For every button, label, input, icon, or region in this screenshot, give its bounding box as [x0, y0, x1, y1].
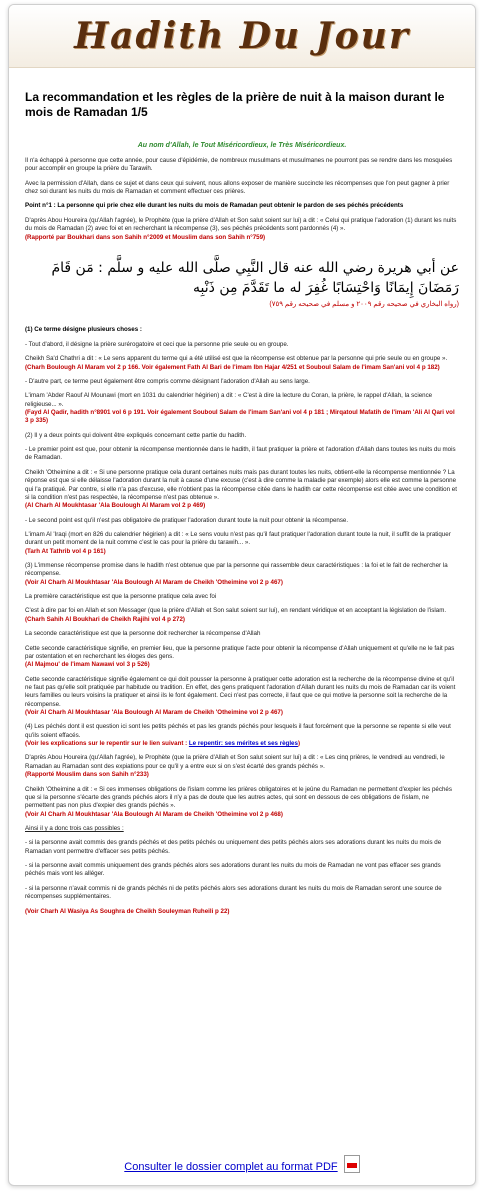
reference: (Fayd Al Qadir, hadith n°8901 vol 6 p 191. Voir également Souboul Salam de l'imam San'ani vol 4 p 181 ; Mirqatoul Mafatih de l'imam 'Ali Al Qari vol 3 p 335) [25, 408, 455, 425]
reference: (Al Charh Al Moukhtasar 'Ala Boulough Al Maram vol 2 p 469) [25, 502, 206, 510]
quote-text: Cette seconde caractéristique signifie, en premier lieu, que la personne pratique l'acte pour obtenir la récompense d'Allah uniquement et qu'elle ne le fait pas par ostentation et en recherchant les éloges des gens. [25, 644, 455, 660]
quote [25, 786, 459, 819]
repentance-link[interactable]: Le repentir: ses mérites et ses règles [188, 740, 298, 748]
link-prefix: (Voir les explications sur le repentir sur le lien suivant : [25, 740, 189, 748]
link-suffix: ) [297, 740, 300, 748]
quote [25, 392, 459, 425]
intro-paragraph: Il n'a échappé à personne que cette année, pour cause d'épidémie, de nombreux musulmans et musulmanes ne pourront pas se rendre dans les mosquées pour accomplir en groupe la prière du Tarawih. [25, 157, 453, 173]
hadith-text [25, 217, 459, 242]
note-heading: (2) Il y a deux points qui doivent être expliqués concernant cette partie du hadith. [25, 431, 247, 439]
quote [25, 645, 459, 670]
site-header [9, 5, 475, 68]
quote [25, 754, 459, 779]
reference: (Charh Boulough Al Maram vol 2 p 166. Voir également Fath Al Bari de l'imam Ibn Hajar 4/251 et Souboul Salam de l'imam San'ani vol 4 p 182) [25, 363, 440, 371]
quote-text: D'après Abou Houreira (qu'Allah l'agrée), le Prophète (que la prière d'Allah et Son salut soient sur lui) a dit : « Les cinq prières, le vendredi au vendredi, le Ramadan au Ramadan sont des expiations pour ce qu'il y a entre eux si on s'est écarté des grands péchés ». [25, 754, 445, 770]
pdf-link[interactable]: Consulter le dossier complet au format PDF [124, 1161, 338, 1173]
reference: (Tarh At Tathrib vol 4 p 161) [25, 547, 106, 555]
article-frame [8, 4, 476, 1186]
quote [25, 607, 459, 624]
reference: (Voir Al Charh Al Moukhtasar 'Ala Boulough Al Maram de Cheikh 'Otheimine vol 2 p 467) [25, 709, 283, 717]
reference: (Charh Sahih Al Boukhari de Cheikh Rajihi vol 4 p 272) [25, 615, 185, 623]
reference: (Voir Al Charh Al Moukhtasar 'Ala Boulough Al Maram de Cheikh 'Otheimine vol 2 p 468) [25, 810, 283, 818]
hadith-arabic: عن أبي هريرة رضي الله عنه قال النَّبِي صلَّى الله عليه و سلَّم : مَن قَامَ رَمَضَانَ إِيمَانًا وَاحْتِسَابًا غُفِرَ له ما تَقَدَّمَ مِن ذَنْبِه [51, 259, 459, 297]
paragraph: - Le premier point est que, pour obtenir la récompense mentionnée dans le hadith, il faut pratiquer la prière et l'adoration d'Allah dans toutes les nuits du mois de Ramadan. [25, 446, 456, 462]
arabic-reference: (رواه البخاري في صحيحه رقم ٢٠٠٩ و مسلم في صحيحه رقم ٧٥٩) [269, 301, 459, 309]
paragraph: Ainsi il y a donc trois cas possibles : [25, 825, 124, 832]
paragraph: - D'autre part, ce terme peut également être compris comme désignant l'adoration d'Allah au sens large. [25, 377, 310, 385]
article-content [9, 68, 475, 916]
basmala: Au nom d'Allah, le Tout Miséricordieux, le Très Miséricordieux. [137, 142, 347, 149]
reference: (Rapporté par Boukhari dans son Sahih n°2009 et Mouslim dans son Sahih n°759) [25, 233, 266, 241]
quote [25, 531, 459, 556]
reference: (Al Majmou' de l'imam Nawawi vol 3 p 526) [25, 661, 150, 669]
quote-text: Cheikh Sa'd Chathri a dit : « Le sens apparent du terme qui a été utilisé est que la récompense est obtenue par la personne qui prie seule ou en groupe ». [25, 355, 448, 363]
hadith-french: D'après Abou Houreira (qu'Allah l'agrée), le Prophète (que la prière d'Allah et Son salut soient sur lui) a dit : « Celui qui pratique l'adoration (1) durant les nuits du mois de Ramadan (2) avec foi et en recherchant la récompense (3), ses péchés précédents sont pardonnés (4) ». [25, 216, 457, 233]
footer [9, 1155, 475, 1173]
paragraph: - si la personne avait commis uniquement des grands péchés alors ses adorations durant les nuits du mois de Ramadan ne vont pas effacer ses grands péchés mais vont les alléger. [25, 862, 441, 878]
note-paragraph [25, 723, 459, 748]
quote-text: Cheikh 'Otheimine a dit : « Si une personne pratique cela durant certaines nuits mais pas durant toutes les nuits, obtient-elle la récompense mentionnée ? La réponse est que si elle délaisse l'adoration durant la nuit à cause d'une excuse (c'est à dire comme la maladie par exemple) alors elle est comme la personne qui l'a pratiqué. Par contre, si elle n'a pas d'excuse, elle n'obtient pas la récompense citée dans le hadith car cette récompense est citée avec une condition et si la condition n'est pas respectée, la récompense n'est pas obtenue ». [25, 468, 457, 501]
quote-text: Cheikh 'Otheimine a dit : « Si ces immenses obligations de l'islam comme les prières obligatoires et le jeûne du Ramadan ne permettent d'expier les péchés que si la personne s'écarte des grands péchés alors il n'y a pas de doute que les autres actes, qui sont en dessous de ces obligations de l'islam, ne permettent pas non plus d'expier des grands péchés ». [25, 785, 452, 810]
quote [25, 676, 459, 718]
reference: (Voir Al Charh Al Moukhtasar 'Ala Boulough Al Maram de Cheikh 'Otheimine vol 2 p 467) [25, 578, 283, 586]
paragraph: - Tout d'abord, il désigne la prière surérogatoire et ceci que la personne prie seule ou en groupe. [25, 340, 289, 348]
paragraph: - si la personne n'avait commis ni de grands péchés ni de petits péchés alors ses adorations durant les nuits du mois de Ramadan seront une source de récompenses supplémentaires. [25, 884, 442, 901]
quote [25, 469, 459, 511]
quote [25, 355, 459, 372]
quote-text: L'imam 'Abder Raouf Al Mounawi (mort en 1031 du calendrier hégirien) a dit : « C'est à dire la lecture du Coran, la prière, le rappel d'Allah, la science religieuse... ». [25, 392, 433, 408]
section-heading: Point n°1 : La personne qui prie chez elle durant les nuits du mois de Ramadan peut obtenir le pardon de ses péchés précédents [25, 202, 404, 210]
paragraph: La seconde caractéristique est que la personne doit rechercher la récompense d'Allah [25, 630, 261, 638]
reference: (Voir Charh Al Wasiya As Soughra de Cheikh Souleyman Ruheili p 22) [25, 907, 230, 915]
quote-text: C'est à dire par foi en Allah et son Messager (que la prière d'Allah et Son salut soient sur lui), en rendant véridique et en acceptant la législation de l'islam. [25, 607, 447, 615]
note-heading: (1) Ce terme désigne plusieurs choses : [25, 326, 142, 334]
quote-text: L'imam Al 'Iraqi (mort en 826 du calendrier hégirien) a dit : « Le sens voulu n'est pas qu'il faut pratiquer l'adoration durant toute la nuit, il suffit de la pratiquer durant un petit moment de la nuit comme c'est le cas pour la prière du tarawih... ». [25, 530, 451, 547]
paragraph: - si la personne avait commis des grands péchés et des petits péchés ou uniquement des petits péchés alors ses adorations durant les nuits du mois de Ramadan vont permettre d'effacer ses petits péchés. [25, 839, 442, 855]
reference [25, 740, 459, 748]
intro-paragraph: Avec la permission d'Allah, dans ce sujet et dans ceux qui suivent, nous allons exposer de manière succincte les récompenses que l'on peut gagner à prier chez soi durant les nuits du mois de Ramadan et comment effectuer ces prières. [25, 179, 450, 196]
site-logo[interactable]: Hadith Du Jour [74, 15, 410, 57]
paragraph: - Le second point est qu'il n'est pas obligatoire de pratiquer l'adoration durant toute la nuit pour obtenir la récompense. [25, 516, 349, 524]
reference: (Rapporté Mouslim dans son Sahih n°233) [25, 771, 149, 779]
page-title: La recommandation et les règles de la prière de nuit à la maison durant le mois de Ramadan 1/5 [25, 90, 445, 119]
note-paragraph [25, 562, 459, 587]
note-heading: (4) Les péchés dont il est question ici sont les petits péchés et pas les grands péchés pour lesquels il faut forcément que la personne se repente si elle veut qu'ils soient effacés. [25, 723, 451, 739]
pdf-icon[interactable] [344, 1155, 360, 1173]
paragraph: La première caractéristique est que la personne pratique cela avec foi [25, 593, 217, 601]
note-heading: (3) L'immense récompense promise dans le hadith n'est obtenue que par la personne qui rassemble deux caractéristiques : la foi et le fait de rechercher la récompense. [25, 562, 448, 578]
quote-text: Cette seconde caractéristique signifie également ce qui doit pousser la personne à pratiquer cette adoration est la recherche de la récompense divine et qu'il ne faut pas qu'elle soit pratiquée par habitude ou tradition. En effet, des gens pratiquent l'adoration d'Allah durant les nuits du mois de Ramadan car ils voient leurs familles ou leurs voisins la pratiquer et ainsi ils le font également. Ceci n'est pas correcte, il faut que ce qui motive la personne soit la recherche de la récompense. [25, 675, 456, 708]
